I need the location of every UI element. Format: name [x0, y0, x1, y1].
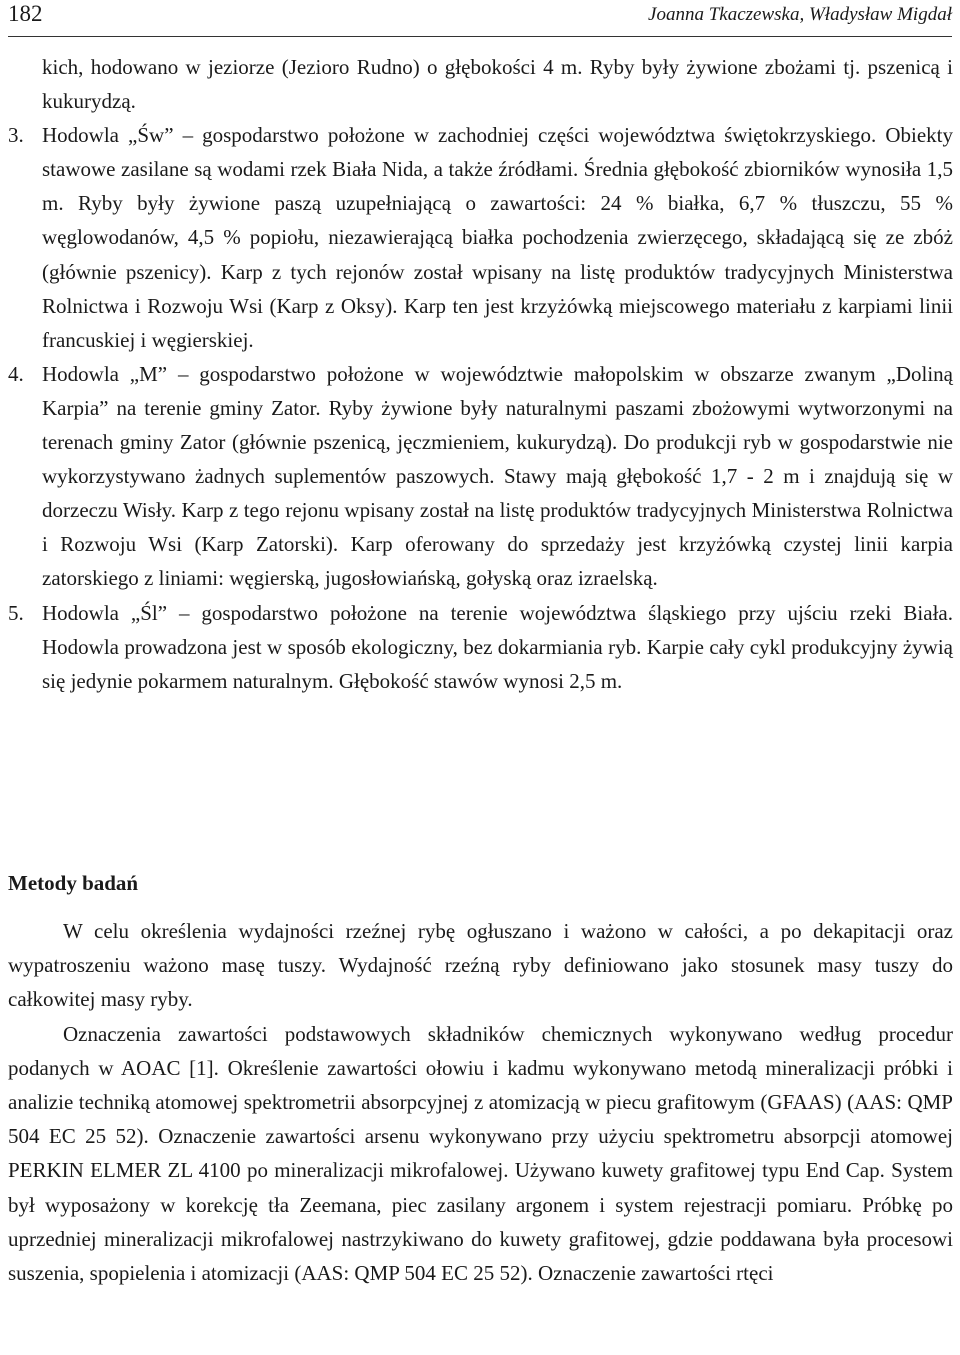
section-body — [8, 914, 953, 1290]
list-item-continuation — [8, 50, 953, 118]
list-item-number: 3. — [8, 123, 24, 148]
paragraph: W celu określenia wydajności rzeźnej rybę ogłuszano i ważono w całości, a po dekapitacji oraz wypatroszeniu ważono masę tuszy. Wydajność rzeźną ryby definiowano jako stosunek masy tuszy do całkowitej masy ryby. — [8, 919, 953, 1012]
list-item-number: 5. — [8, 600, 24, 625]
paragraph: Oznaczenia zawartości podstawowych składników chemicznych wykonywano według procedur podanych w AOAC [1]. Określenie zawartości ołowiu i kadmu wykonywano metodą mineralizacji próbki i analizie techniką atomowej spektrometrii absorpcyjnej z atomizacją w piecu grafitowym (GFAAS) (AAS: QMP 504 EC 25 52). Oznaczenie zawartości arsenu wykonywano przy użyciu spektrometru absorpcji atomowej PERKIN ELMER ZL 4100 po mineralizacji mikrofalowej. Używano kuwety grafitowej typu End Cap. System był wyposażony w korekcję tła Zeemana, piec zasilany argonem i system rejestracji pomiaru. Próbkę po uprzedniej mineralizacji mikrofalowej nastrzykiwano do kuwety grafitowej, gdzie poddawana była procesowi suszenia, spopielenia i atomizacji (AAS: QMP 504 EC 25 52). Oznaczenie zawartości rtęci — [8, 1021, 953, 1286]
list-item-text: Hodowla „Św” – gospodarstwo położone w zachodniej części województwa świętokrzyskiego. Obiekty stawowe zasilane są wodami rzek Biała Nida, a także źródłami. Średnia głębokość zbiorników wynosiła 1,5 m. Ryby były żywione paszą uzupełniającą o zawartości: 24 % białka, 6,7 % tłuszczu, 55 % węglowodanów, 4,5 % popiołu, niezawierającą białka pochodzenia zwierzęcego, składającą się ze zbóż (głównie pszenicy). Karp z tych rejonów został wpisany na listę produktów tradycyjnych Ministerstwa Rolnictwa i Rozwoju Wsi (Karp z Oksy). Karp ten jest krzyżówką miejscowego materiału z karpiami linii francuskiej i węgierskiej. — [42, 123, 953, 352]
page-number: 182 — [8, 1, 43, 26]
list-item — [8, 596, 953, 698]
list-item-number: 4. — [8, 361, 24, 386]
farm-list — [8, 50, 953, 698]
list-item — [8, 118, 953, 357]
list-item-text: Hodowla „M” – gospodarstwo położone w województwie małopolskim w obszarze zwanym „Doliną Karpia” na terenie gminy Zator. Ryby żywione były naturalnymi paszami zbożowymi wytworzonymi na terenach gminy Zator (głównie pszenicą, jęczmieniem, kukurydzą). Do produkcji ryb w gospodarstwie nie wykorzystywano żadnych suplementów paszowych. Stawy mają głębokość 1,7 - 2 m i znajdują się w dorzeczu Wisły. Karp z tego rejonu wpisany został na listę produktów tradycyjnych Ministerstwa Rolnictwa i Rozwoju Wsi (Karp Zatorski). Karp oferowany do sprzedaży jest krzyżówką czystej linii karpia zatorskiego z liniami: węgierską, jugosłowiańską, gołyską oraz izraelską. — [42, 361, 953, 591]
running-head-authors: Joanna Tkaczewska, Władysław Migdał — [648, 4, 952, 25]
list-item-text: kich, hodowano w jeziorze (Jezioro Rudno) o głębokości 4 m. Ryby były żywione zbożami tj. pszenicą i kukurydzą. — [42, 55, 953, 114]
page-header — [8, 0, 952, 37]
list-item — [8, 357, 953, 596]
section-heading: Metody badań — [8, 871, 139, 895]
list-item-text: Hodowla „Śl” – gospodarstwo położone na terenie województwa śląskiego przy ujściu rzeki Biała. Hodowla prowadzona jest w sposób ekologiczny, bez dokarmiania ryb. Karpie cały cykl produkcyjny żywią się jedynie pokarmem naturalnym. Głębokość stawów wynosi 2,5 m. — [42, 600, 953, 693]
